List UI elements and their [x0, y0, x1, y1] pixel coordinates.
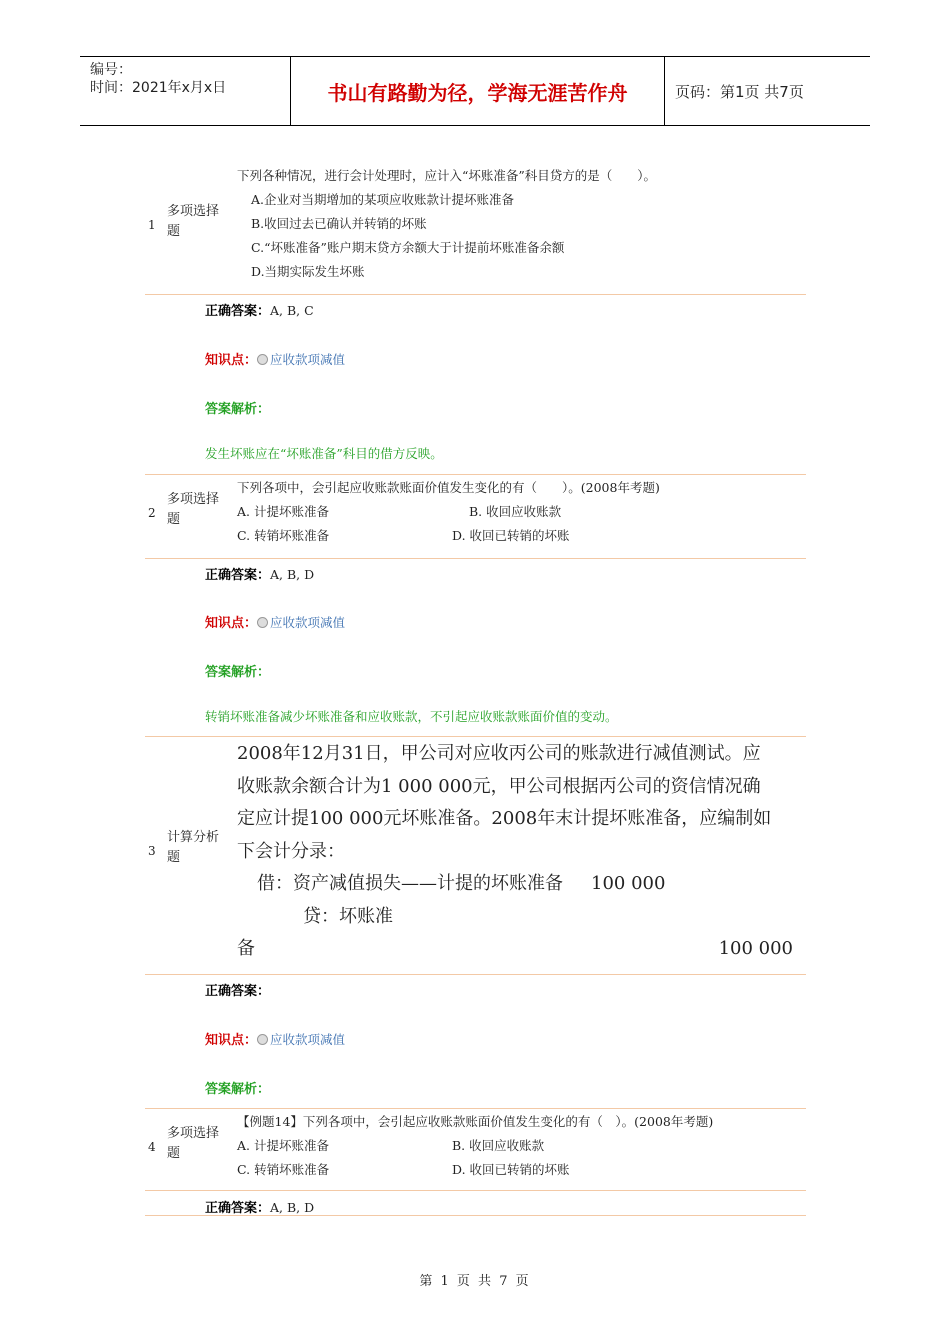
- header-page-info: 页码：第1页 共7页: [675, 82, 804, 101]
- answer-label: 正确答案：: [205, 984, 271, 999]
- question-1: [145, 164, 805, 292]
- entry-debit-amount: 100 000: [591, 873, 666, 894]
- answer-value: A, B, C: [270, 303, 314, 318]
- divider: [145, 474, 806, 475]
- question-body: [237, 738, 805, 966]
- kp-label: 知识点：: [205, 616, 258, 631]
- header-motto: 书山有路勤为径，学海无涯苦作舟: [291, 57, 665, 125]
- stem-line: 下会计分录：: [237, 840, 345, 862]
- question-type: 多项选择题: [167, 204, 220, 239]
- time-label: 时间：2021年x月x日: [90, 80, 227, 96]
- question-4: [145, 1110, 805, 1190]
- question-stem: 【例题14】下列各项中，会引起应收账款账面价值发生变化的有（ ）。(2008年考题): [237, 1114, 714, 1129]
- option-a: A. 计提坏账准备: [237, 1138, 329, 1153]
- knowledge-point-1: [205, 349, 345, 368]
- answer-2: [205, 564, 314, 583]
- option-d: D. 收回已转销的坏账: [452, 528, 570, 543]
- question-3: [145, 738, 805, 970]
- question-body: [237, 476, 805, 548]
- option-row-1: [237, 500, 805, 524]
- question-stem: 下列各种情况，进行会计处理时，应计入“坏账准备”科目贷方的是（ ）。: [237, 168, 657, 183]
- question-body: [237, 164, 805, 284]
- question-2: [145, 476, 805, 556]
- header-meta: [80, 57, 291, 125]
- option-c: C. 转销坏账准备: [237, 528, 330, 543]
- stem-line: 2008年12月31日，甲公司对应收丙公司的账款进行减值测试。应: [237, 743, 761, 764]
- divider: [145, 736, 806, 737]
- answer-label: 正确答案：: [205, 304, 271, 319]
- explain-label: 答案解析：: [205, 1082, 271, 1097]
- entry-credit: 贷：坏账准: [303, 905, 393, 927]
- option-d: D.当期实际发生坏账: [251, 264, 365, 279]
- option-b: B. 收回应收账款: [469, 504, 562, 519]
- option-c: C. 转销坏账准备: [237, 1162, 330, 1177]
- option-a: A. 计提坏账准备: [237, 504, 329, 519]
- kp-link[interactable]: 应收款项减值: [270, 615, 346, 630]
- kp-label: 知识点：: [205, 1033, 258, 1048]
- question-number: 2: [148, 506, 156, 520]
- answer-value: A, B, D: [270, 1200, 315, 1215]
- entry-credit-amount: 100 000: [718, 938, 793, 959]
- explain-label: 答案解析：: [205, 402, 271, 417]
- question-type: 多项选择题: [167, 492, 220, 527]
- bullet-icon: [257, 617, 268, 628]
- explain-text-2: 转销坏账准备减少坏账准备和应收账款，不引起应收账款账面价值的变动。: [205, 709, 618, 724]
- knowledge-point-2: [205, 612, 345, 631]
- divider: [145, 1190, 806, 1191]
- entry-credit-line: [237, 933, 805, 966]
- explain-label-2: [205, 661, 270, 680]
- knowledge-point-3: [205, 1029, 345, 1048]
- question-number: 3: [148, 844, 156, 858]
- question-stem: 下列各项中，会引起应收账款账面价值发生变化的有（ ）。(2008年考题): [237, 480, 660, 495]
- stem-line: 定应计提100 000元坏账准备。2008年末计提坏账准备，应编制如: [237, 808, 772, 829]
- page-footer: 第 1 页 共 7 页: [419, 1274, 531, 1289]
- divider: [145, 294, 806, 295]
- bullet-icon: [257, 354, 268, 365]
- explain-label-3: [205, 1078, 270, 1097]
- explain-text-1: 发生坏账应在“坏账准备”科目的借方反映。: [205, 446, 443, 461]
- explain-label-1: [205, 398, 270, 417]
- divider: [145, 1108, 806, 1109]
- answer-1: [205, 300, 314, 319]
- kp-link[interactable]: 应收款项减值: [270, 1032, 346, 1047]
- question-number: 4: [148, 1140, 156, 1154]
- page-header: [80, 56, 870, 126]
- answer-label: 正确答案：: [205, 1201, 271, 1216]
- option-row-1: [237, 1134, 805, 1158]
- entry-debit-line: [237, 868, 805, 901]
- option-row-2: [237, 1158, 805, 1182]
- option-a: A.企业对当期增加的某项应收账款计提坏账准备: [251, 192, 515, 207]
- question-body: [237, 1110, 805, 1182]
- answer-3: [205, 980, 270, 999]
- stem-line: 收账款余额合计为1 000 000元，甲公司根据丙公司的资信情况确: [237, 775, 761, 797]
- number-label: 编号：: [90, 62, 132, 78]
- option-b: B. 收回应收账款: [452, 1138, 545, 1153]
- divider: [145, 558, 806, 559]
- kp-label: 知识点：: [205, 353, 258, 368]
- question-type: 计算分析题: [167, 830, 220, 865]
- option-row-2: [237, 524, 805, 548]
- answer-value: A, B, D: [270, 567, 315, 582]
- option-d: D. 收回已转销的坏账: [452, 1162, 570, 1177]
- question-type: 多项选择题: [167, 1126, 220, 1161]
- explain-label: 答案解析：: [205, 665, 271, 680]
- bullet-icon: [257, 1034, 268, 1045]
- option-c: C.“坏账准备”账户期末贷方余额大于计提前坏账准备余额: [251, 240, 565, 255]
- divider: [145, 1215, 806, 1216]
- entry-credit-tail: 备: [237, 938, 255, 959]
- answer-label: 正确答案：: [205, 568, 271, 583]
- option-b: B.收回过去已确认并转销的坏账: [251, 216, 427, 231]
- kp-link[interactable]: 应收款项减值: [270, 352, 346, 367]
- answer-4: [205, 1197, 314, 1216]
- question-number: 1: [148, 218, 156, 232]
- divider: [145, 974, 806, 975]
- entry-debit: 借：资产减值损失——计提的坏账准备: [257, 873, 563, 894]
